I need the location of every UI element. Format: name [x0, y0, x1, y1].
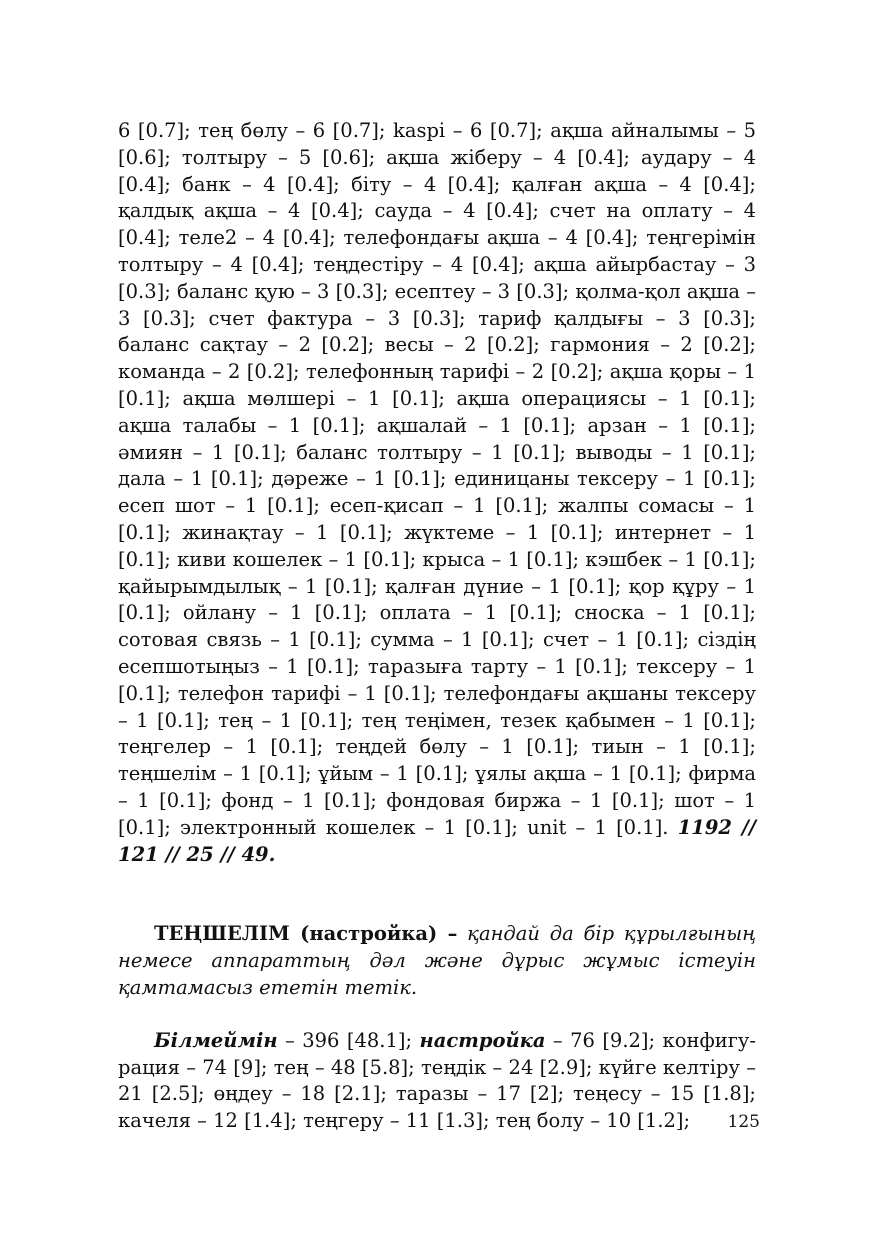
response-term-bilmeimin: Білмеймін — [154, 1028, 278, 1052]
response-totals: 1192 // 121 // 25 // 49. — [118, 815, 757, 866]
response-list-text: 6 [0.7]; тең бөлу – 6 [0.7]; kaspi – 6 [0.7]; ақша айналымы – 5 [0.6]; толтыру – 5 [0.6]; ақша жіберу – 4 [0.4]; аудару – 4 [0.4]; банк – 4 [0.4]; біту – 4 [0.4]; қалған ақша – 4 [0.4]; қалдық ақша – 4 [0.4]; сауда – 4 [0.4]; счет на оплату – 4 [0.4]; теле2 – 4 [0.4]; телефондағы ақша – 4 [0.4]; теңгерімін толтыру – 4 [0.4]; теңдестіру – 4 [0.4]; ақша айырбастау – 3 [0.3]; баланс қую – 3 [0.3]; есептеу – 3 [0.3]; қолма-қол ақша – 3 [0.3]; счет фактура – 3 [0.3]; тариф қалдығы – 3 [0.3]; баланс сақтау – 2 [0.2]; весы – 2 [0.2]; гармония – 2 [0.2]; команда – 2 [0.2]; телефонның тарифі – 2 [0.2]; ақша қоры – 1 [0.1]; ақша мөлшері – 1 [0.1]; ақша операциясы – 1 [0.1]; ақша талабы – 1 [0.1]; ақшалай – 1 [0.1]; арзан – 1 [0.1]; әмиян – 1 [0.1]; баланс толтыру – 1 [0.1]; выводы – 1 [0.1]; дала – 1 [0.1]; дәреже – 1 [0.1]; единицаны тексеру – 1 [0.1]; есеп шот – 1 [0.1]; есеп-қисап – 1 [0.1]; жалпы сомасы – 1 [0.1]; жинақтау – 1 [0.1]; жүктеме – 1 [0.1]; интернет – 1 [0.1]; киви кошелек – 1 [0.1]; крыса – 1 [0.1]; кэшбек – 1 [0.1]; қайырымдылық – 1 [0.1]; қалған дүние – 1 [0.1]; қор құру – 1 [0.1]; ойлану – 1 [0.1]; оплата – 1 [0.1]; сноска – 1 [0.1]; сотовая связь – 1 [0.1]; сумма – 1 [0.1]; счет – 1 [0.1]; сіздің есепшотыңыз – 1 [0.1]; таразыға тарту – 1 [0.1]; тексеру – 1 [0.1]; телефон тарифі – 1 [0.1]; телефондағы ақшаны тексеру – 1 [0.1]; тең – 1 [0.1]; тең теңімен, тезек қабымен – 1 [0.1]; теңгелер – 1 [0.1]; теңдей бөлу – 1 [0.1]; тиын – 1 [0.1]; теңшелім – 1 [0.1]; ұйым – 1 [0.1]; ұялы ақша – 1 [0.1]; фирма – 1 [0.1]; фонд – 1 [0.1]; фондовая биржа – 1 [0.1]; шот – 1 [0.1]; электронный кошелек – 1 [0.1]; unit – 1 [0.1]. — [118, 119, 756, 839]
response-text-1: – 396 [48.1]; — [277, 1028, 420, 1052]
entry-responses-paragraph — [118, 1028, 756, 1135]
entry-definition: қандай да бір құрылғының немесе аппараттың дәл және дұрыс жұмыс істеуін қамтамасыз ететін тетік. — [118, 922, 756, 999]
page-number: 125 — [727, 1112, 760, 1132]
response-text-2: – 76 [9.2]; конфигурация – 74 [9]; тең – 48 [5.8]; теңдік – 24 [2.9]; күйге келтіру – 21 [2.5]; өңдеу – 18 [2.1]; таразы – 17 [2]; теңесу – 15 [1.8]; качеля – 12 [1.4]; теңгеру – 11 [1.3]; тең болу – 10 [1.2]; — [118, 1028, 756, 1133]
entry-definition-paragraph — [118, 921, 756, 1001]
response-term-nastroika: настройка — [419, 1028, 546, 1052]
entry-headword: ТЕҢШЕЛІМ (настройка) – — [154, 922, 458, 946]
response-list-paragraph — [118, 118, 756, 868]
page-body — [118, 118, 756, 1135]
